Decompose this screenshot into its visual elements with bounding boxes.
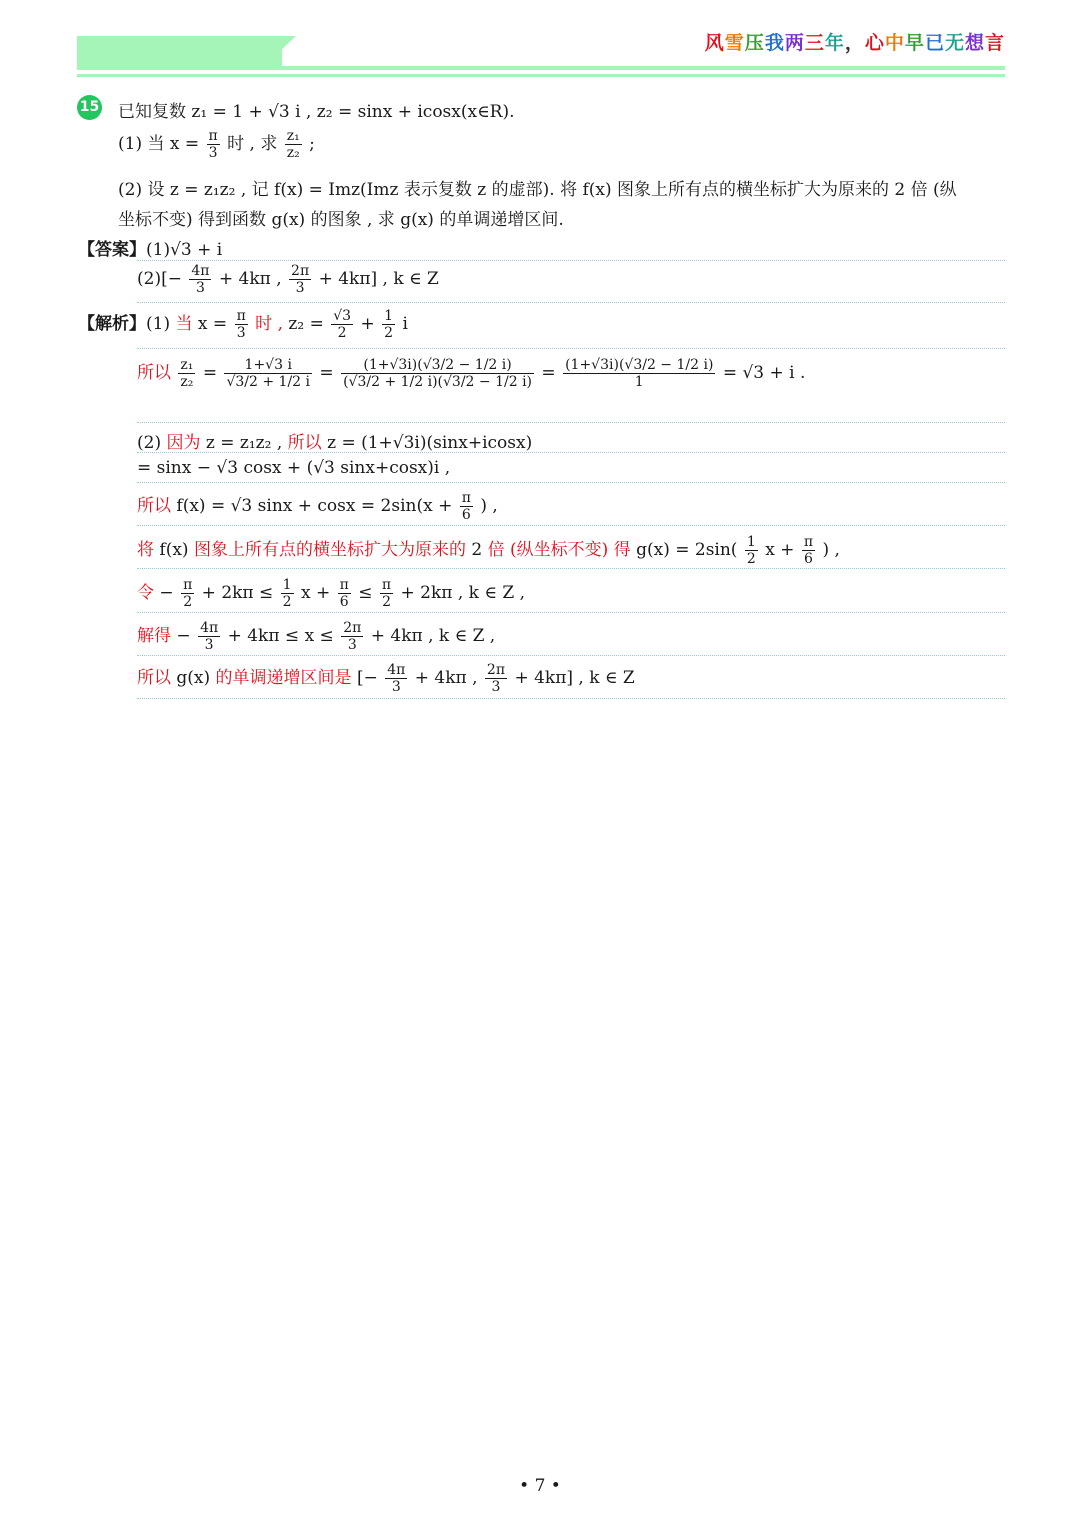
fraction-z1-z2: $\frac{\text{z₁}}{\text{z₂}}$ [286, 128, 300, 162]
part1-end: ; [309, 134, 315, 155]
page-number: • 7 • [519, 1476, 561, 1496]
header-motto [705, 28, 1005, 55]
divider [137, 260, 1005, 261]
fraction-2pi-3: $\frac{2\pi}{3}$ [291, 263, 310, 297]
motto-char: 已 [924, 32, 945, 54]
analysis-line2: 所以 $\frac{\text{z₁}}{\text{z₂}}$ = $\frac{1+√3 i}{√3/2 + 1/2 i}$ = $\frac{(1+√3i)(√3/2 - 1/2 i)}{(√3/2 + 1/2 i)(√3/2 - 1/2 i)}$ = $\frac{(1+√3i)(√3/2 - 1/2 i)}{1}$ = √3 + i . [137, 357, 806, 391]
divider [137, 568, 1005, 569]
answer-line2: (2)[− $\frac{4\pi}{3}$ + 4kπ , $\frac{2\pi}{3}$ + 4kπ] , k ∈ Z [137, 263, 439, 297]
motto-char: 三 [804, 32, 825, 54]
fraction-pi-3: $\frac{\pi}{3}$ [208, 128, 218, 162]
analysis-line6: 将 f(x) 图象上所有点的横坐标扩大为原来的 2 倍 (纵坐标不变) 得 g(x) = 2sin( $\frac{1}{2}$ x + $\frac{\pi}{6}$ ) , [137, 534, 840, 568]
question-number: 15 [77, 95, 102, 120]
motto-char: 无 [944, 32, 965, 54]
question-part2-line2: 坐标不变) 得到函数 g(x) 的图象 , 求 g(x) 的单调递增区间. [118, 210, 564, 230]
motto-char: 早 [904, 32, 925, 54]
header-rule-thin [77, 74, 1005, 77]
motto-char: 雪 [724, 32, 745, 54]
divider [137, 302, 1005, 303]
analysis-line3: (2) 因为 z = z₁z₂ , 所以 z = (1+√3i)(sinx+icosx) [137, 433, 533, 453]
header-band [77, 36, 282, 70]
analysis-line8: 解得 − $\frac{4\pi}{3}$ + 4kπ ≤ x ≤ $\frac{2\pi}{3}$ + 4kπ , k ∈ Z , [137, 620, 496, 654]
analysis-line1: 【解析】(1) 当 x = $\frac{\pi}{3}$ 时 , z₂ = $\frac{√3}{2}$ + $\frac{1}{2}$ i [78, 308, 408, 342]
motto-char: 风 [704, 32, 725, 54]
question-stem: 已知复数 z₁ = 1 + √3 i , z₂ = sinx + icosx(x∈R). [118, 102, 515, 122]
part1-text-2: 时 , 求 [227, 134, 278, 155]
divider [137, 655, 1005, 656]
answer-label: 【答案】 [78, 240, 146, 260]
divider [137, 348, 1005, 349]
divider [137, 422, 1005, 423]
motto-char: 心 [864, 32, 885, 54]
divider [137, 525, 1005, 526]
motto-char: 两 [784, 32, 805, 54]
motto-char: 年 [824, 32, 845, 54]
motto-char: 中 [884, 32, 905, 54]
analysis-line9: 所以 g(x) 的单调递增区间是 [− $\frac{4\pi}{3}$ + 4kπ , $\frac{2\pi}{3}$ + 4kπ] , k ∈ Z [137, 662, 635, 696]
motto-char: 我 [764, 32, 785, 54]
part1-text: (1) 当 x = [118, 134, 200, 155]
analysis-label: 【解析】 [78, 314, 146, 335]
answer-line1 [78, 235, 222, 260]
divider [137, 612, 1005, 613]
analysis-line5: 所以 f(x) = √3 sinx + cosx = 2sin(x + $\frac{\pi}{6}$ ) , [137, 490, 498, 524]
divider [137, 452, 1005, 453]
motto-char: 想 [964, 32, 985, 54]
question-part1 [118, 128, 315, 161]
motto-char: 言 [984, 32, 1005, 54]
header-rule [77, 66, 1005, 70]
fraction-4pi-3: $\frac{4\pi}{3}$ [191, 263, 210, 297]
divider [137, 698, 1005, 699]
analysis-line4: = sinx − √3 cosx + (√3 sinx+cosx)i , [137, 458, 451, 478]
divider [137, 482, 1005, 483]
motto-char: ， [844, 32, 865, 54]
header-band-slope [260, 36, 296, 70]
analysis-line7: 令 − $\frac{\pi}{2}$ + 2kπ ≤ $\frac{1}{2}$ x + $\frac{\pi}{6}$ ≤ $\frac{\pi}{2}$ + 2kπ , k ∈ Z , [137, 577, 525, 611]
answer-1: (1)√3 + i [146, 240, 223, 260]
motto-char: 压 [744, 32, 765, 54]
question-part2-line1: (2) 设 z = z₁z₂ , 记 f(x) = Imz(Imz 表示复数 z 的虚部). 将 f(x) 图象上所有点的横坐标扩大为原来的 2 倍 (纵 [118, 180, 957, 200]
